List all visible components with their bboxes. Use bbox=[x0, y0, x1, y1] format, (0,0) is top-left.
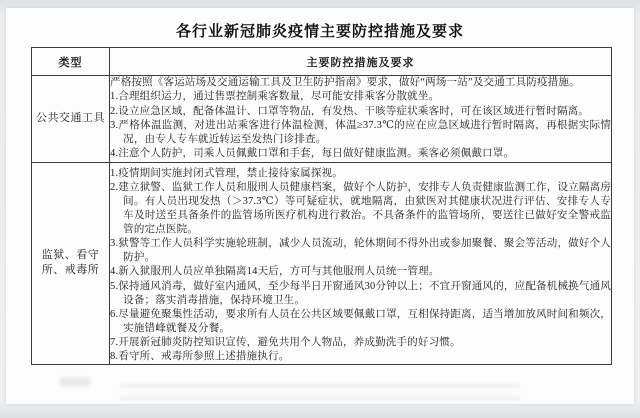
measure-line: 3.狱警等工作人员科学实施轮班制，减少人员流动，轮休期间不得外出或参加聚餐、聚会等活动，做好个人防护。 bbox=[110, 238, 611, 264]
measure-line: 2.建立狱警、监狱工作人员和服刑人员健康档案，做好个人防护，安排专人负责健康监测工作，设立隔离房间。有人员出现发热（＞37.3℃）等可疑症状，就地隔离，由狱医对其健康状况进行评估、安排专人专车及时送至具备条件的监管场所医疗机构进行救治。不具备条件的监管场所，要送往已做好安全警戒监管的定点医院。 bbox=[110, 181, 611, 236]
measure-line: 7.开展新冠肺炎防控知识宣传，避免共用个人物品，养成勤洗手的好习惯。 bbox=[110, 336, 461, 348]
column-header-measures: 主要防控措施及要求 bbox=[110, 48, 612, 76]
row-measures-public-transport bbox=[110, 76, 612, 163]
measure-line: 4.注意个人防护，司乘人员佩戴口罩和手套，每日做好健康监测。乘客必须佩戴口罩。 bbox=[110, 148, 515, 160]
table-header-row bbox=[32, 48, 612, 76]
table-row bbox=[32, 76, 612, 163]
measure-line: 1.合理组织运力，通过售票控制乘客数量，尽可能安排乘客分散就坐。 bbox=[110, 91, 440, 103]
table-row bbox=[32, 162, 612, 364]
measure-line: 4.新入狱服刑人员应单独隔离14天后，方可与其他服刑人员统一管理。 bbox=[110, 266, 440, 278]
measure-line: 6.尽量避免聚集性活动，要求所有人员在公共区域要佩戴口罩，互相保持距离，适当增加放风时间和频次，实施错峰就餐及分餐。 bbox=[110, 308, 611, 334]
measure-line: 1.疫情期间实施封闭式管理，禁止接待家属探视。 bbox=[110, 167, 343, 179]
page-title: 各行业新冠肺炎疫情主要防控措施及要求 bbox=[175, 24, 464, 40]
measure-line: 严格按照《客运站场及交通运输工具及卫生防护指南》要求，做好“两场一站”及交通工具防疫措施。 bbox=[110, 77, 580, 88]
measure-line: 3.严格体温监测，对进出站乘客进行体温检测，体温≥37.3℃的应在应急区域进行暂时隔离，再根据实际情况，由专人专车就近转运至发热门诊排查。 bbox=[110, 119, 611, 146]
measure-line: 8.看守所、戒毒所参照上述措施执行。 bbox=[110, 351, 290, 362]
measure-line: 2.设立应急区域，配备体温计、口罩等物品，有发热、干咳等症状乘客时，可在该区域进行暂时隔离。 bbox=[110, 105, 590, 117]
measure-line: 5.保持通风消毒，做好室内通风，至少每半日开窗通风30分钟以上；不宜开窗通风的，应配备机械换气通风设备；落实消毒措施，保持环境卫生。 bbox=[110, 280, 611, 306]
prevention-measures-table bbox=[31, 47, 612, 365]
row-measures-prison bbox=[110, 162, 612, 364]
column-header-type: 类型 bbox=[32, 48, 110, 76]
row-type-prison: 监狱、看守所、戒毒所 bbox=[32, 162, 110, 364]
row-type-public-transport: 公共交通工具 bbox=[32, 76, 110, 163]
